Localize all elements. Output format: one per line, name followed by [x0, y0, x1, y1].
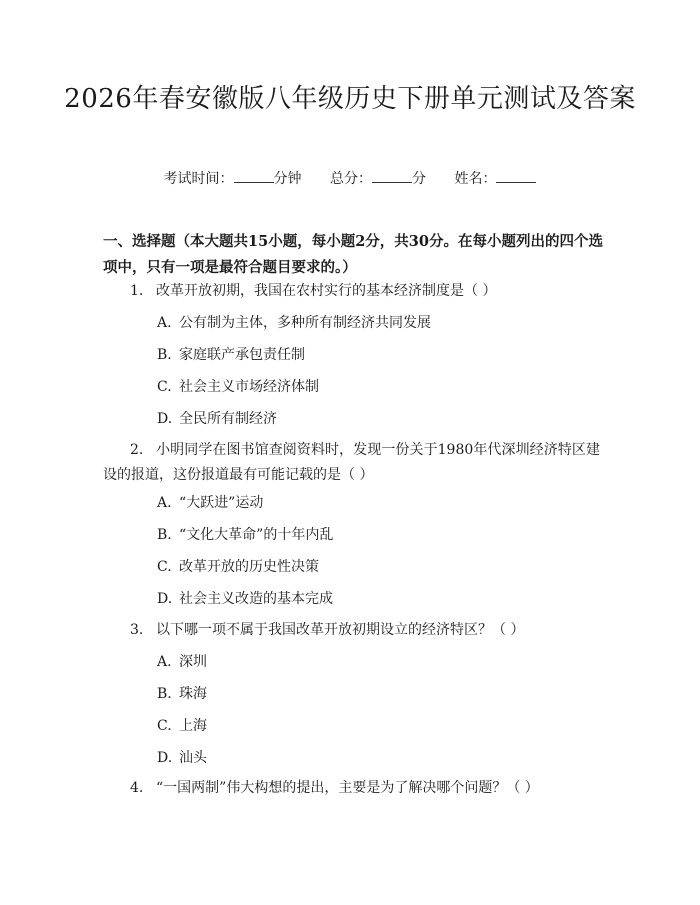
q1-option-a — [157, 313, 431, 333]
option-text: 改革开放的历史性决策 — [179, 559, 319, 575]
option-letter: C. — [157, 379, 172, 395]
option-text: 家庭联产承包责任制 — [179, 347, 305, 363]
question-number: 1. — [130, 283, 144, 299]
q2-option-b — [157, 525, 333, 545]
q3-option-a — [157, 652, 207, 672]
option-letter: A. — [157, 315, 172, 331]
question-number: 3. — [130, 622, 144, 638]
exam-time-label: 考试时间： — [163, 171, 234, 187]
section-heading: 一、选择题（本大题共15小题，每小题2分，共30分。在每小题列出的四个选项中，只有一项是最符合题目要求的。） — [103, 233, 603, 276]
option-letter: C. — [157, 718, 172, 734]
question-3 — [103, 618, 600, 643]
question-text: 以下哪一项不属于我国改革开放初期设立的经济特区？（ ） — [156, 622, 525, 638]
q2-option-c — [157, 557, 319, 577]
question-4 — [103, 776, 600, 801]
option-letter: D. — [157, 591, 173, 607]
total-score-label: 总分： — [330, 171, 372, 187]
question-1 — [103, 279, 600, 304]
exam-time-blank — [234, 170, 274, 183]
exam-info-line — [0, 168, 700, 188]
option-letter: A. — [157, 495, 172, 511]
option-letter: D. — [157, 750, 173, 766]
option-text: “文化大革命”的十年内乱 — [179, 527, 334, 543]
student-name-label: 姓名： — [454, 171, 497, 187]
option-text: 珠海 — [179, 686, 207, 702]
option-letter: B. — [157, 686, 172, 702]
question-2 — [103, 438, 600, 488]
total-score-unit: 分 — [412, 171, 426, 187]
option-text: 上海 — [179, 718, 207, 734]
total-score-field — [330, 171, 430, 187]
question-number: 4. — [130, 780, 144, 796]
q1-option-c — [157, 377, 319, 397]
page-title: 2026年春安徽版八年级历史下册单元测试及答案 — [64, 84, 636, 114]
question-number: 2. — [130, 442, 144, 458]
exam-time-field — [164, 171, 306, 187]
option-letter: D. — [157, 411, 173, 427]
student-name-field — [454, 171, 536, 187]
option-text: 汕头 — [179, 750, 207, 766]
option-letter: B. — [157, 347, 172, 363]
q2-option-a — [157, 493, 263, 513]
question-text: “一国两制”伟大构想的提出，主要是为了解决哪个问题？（ ） — [156, 780, 539, 796]
exam-time-unit: 分钟 — [273, 171, 302, 187]
option-text: 深圳 — [179, 654, 207, 670]
q1-option-d — [157, 409, 277, 429]
option-text: 社会主义改造的基本完成 — [179, 591, 333, 607]
q3-option-c — [157, 716, 207, 736]
option-text: 公有制为主体，多种所有制经济共同发展 — [179, 315, 431, 331]
option-text: “大跃进”运动 — [179, 495, 264, 511]
option-letter: A. — [157, 654, 172, 670]
option-letter: C. — [157, 559, 172, 575]
q2-option-d — [157, 589, 333, 609]
student-name-blank — [496, 170, 536, 183]
option-text: 全民所有制经济 — [179, 411, 277, 427]
q1-option-b — [157, 345, 305, 365]
option-letter: B. — [157, 527, 172, 543]
total-score-blank — [372, 170, 412, 183]
question-text: 改革开放初期，我国在农村实行的基本经济制度是（ ） — [156, 283, 497, 299]
q3-option-b — [157, 684, 207, 704]
option-text: 社会主义市场经济体制 — [179, 379, 319, 395]
q3-option-d — [157, 748, 207, 768]
question-text: 小明同学在图书馆查阅资料时，发现一份关于1980年代深圳经济特区建设的报道，这份报道最有可能记载的是（ ） — [103, 442, 600, 483]
